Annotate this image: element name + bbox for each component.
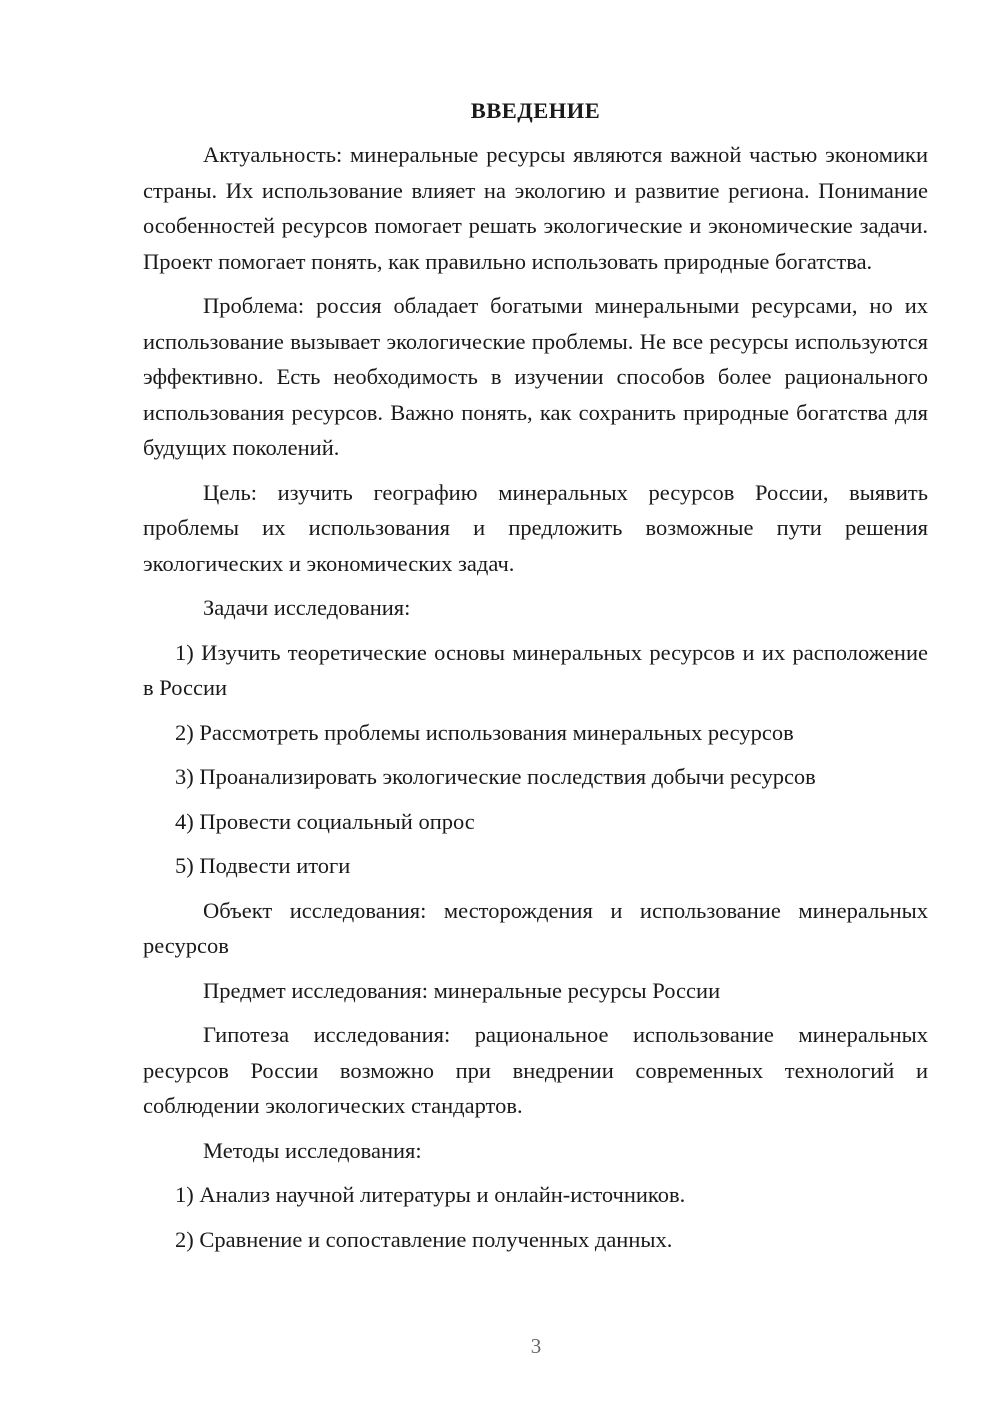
method-item-2: 2) Сравнение и сопоставление полученных данных. (175, 1226, 673, 1252)
paragraph-subject: Предмет исследования: минеральные ресурсы России (203, 977, 721, 1003)
tasks-heading: Задачи исследования: (203, 595, 411, 620)
task-item-5: 5) Подвести итоги (175, 853, 351, 878)
task-item-2: 2) Рассмотреть проблемы использования минеральных ресурсов (175, 719, 794, 745)
method-item-1: 1) Анализ научной литературы и онлайн-источников. (175, 1182, 686, 1207)
paragraph-relevance: Актуальность: минеральные ресурсы являются важной частью экономики страны. Их использование влияет на экологию и развитие региона. Понимание особенностей ресурсов помогает решать экологические и экономические задачи. Проект помогает понять, как правильно использовать природные богатства. (143, 142, 928, 274)
paragraph-goal: Цель: изучить географию минеральных ресурсов России, выявить проблемы их использования и предложить возможные пути решения экологических и экономических задач. (143, 479, 928, 576)
task-item-3: 3) Проанализировать экологические последствия добычи ресурсов (175, 764, 816, 789)
page-number: 3 (530, 1334, 542, 1358)
page-title: ВВЕДЕНИЕ (470, 98, 601, 123)
task-item-4: 4) Провести социальный опрос (175, 808, 475, 834)
paragraph-problem: Проблема: россия обладает богатыми минеральными ресурсами, но их использование вызывает экологические проблемы. Не все ресурсы используются эффективно. Есть необходимость в изучении способов более рационального использования ресурсов. Важно понять, как сохранить природные богатства для будущих поколений. (143, 293, 928, 460)
paragraph-object: Объект исследования: месторождения и использование минеральных ресурсов (143, 897, 928, 958)
document-page (143, 96, 928, 1266)
paragraph-hypothesis: Гипотеза исследования: рациональное использование минеральных ресурсов России возможно при внедрении современных технологий и соблюдении экологических стандартов. (143, 1022, 928, 1118)
methods-heading: Методы исследования: (203, 1137, 422, 1163)
task-item-1: 1) Изучить теоретические основы минеральных ресурсов и их расположение в России (143, 639, 928, 700)
